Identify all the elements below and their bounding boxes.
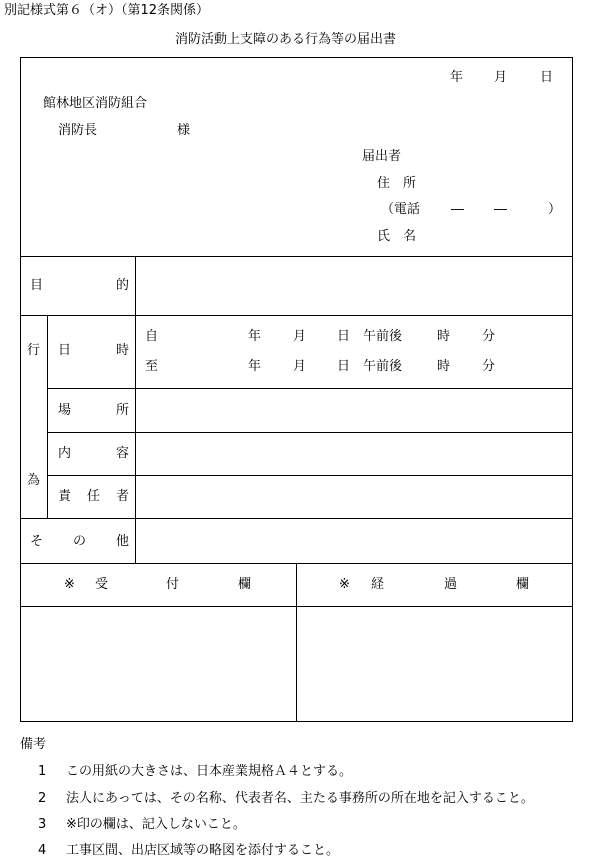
date-month-label: 月 <box>494 70 508 85</box>
act-label-bottom: 為 <box>27 473 41 488</box>
phone-close: ） <box>548 202 562 217</box>
other-label-c: 他 <box>116 534 130 549</box>
name-label: 氏 名 <box>377 229 417 244</box>
frame-right <box>572 57 573 722</box>
rule-label-column <box>135 256 136 563</box>
date-day-label: 日 <box>540 70 554 85</box>
honorific: 様 <box>177 123 191 138</box>
rule-act-bottom <box>20 518 573 519</box>
organization-name: 館林地区消防組合 <box>43 96 148 111</box>
note-number: 2 <box>38 791 47 806</box>
notes-heading: 備考 <box>20 737 47 752</box>
rule-purpose-bottom <box>20 315 573 316</box>
from-day: 日 <box>337 329 351 344</box>
date-year-label: 年 <box>450 70 464 85</box>
progress-label-a: 経 <box>371 577 385 592</box>
frame-bottom <box>20 721 573 722</box>
progress-label-b: 過 <box>444 577 458 592</box>
address-label: 住 所 <box>377 176 417 191</box>
rule-place-bottom <box>47 432 573 433</box>
responsible-label-a: 責 <box>58 489 72 504</box>
note-text: ※印の欄は、記入しないこと。 <box>66 817 246 832</box>
purpose-label-b: 的 <box>116 278 130 293</box>
from-hour: 時 <box>437 329 451 344</box>
from-month: 月 <box>293 329 307 344</box>
rule-act-column <box>47 315 48 518</box>
act-label-top: 行 <box>27 343 41 358</box>
from-label: 自 <box>145 329 159 344</box>
rule-header-bottom <box>20 256 573 257</box>
note-number: 1 <box>38 764 47 779</box>
rule-box-divider <box>296 563 297 721</box>
phone-dash-2: ― <box>494 202 507 217</box>
frame-top <box>20 57 573 58</box>
place-label-b: 所 <box>116 403 130 418</box>
note-text: 工事区間、出店区域等の略図を添付すること。 <box>66 843 340 858</box>
to-hour: 時 <box>437 359 451 374</box>
other-label-a: そ <box>30 534 44 549</box>
rule-content-bottom <box>47 475 573 476</box>
page-title: 消防活動上支障のある行為等の届出書 <box>175 32 397 47</box>
note-number: 4 <box>38 843 47 858</box>
to-label: 至 <box>145 359 159 374</box>
datetime-label-b: 時 <box>116 343 130 358</box>
to-minute: 分 <box>482 359 496 374</box>
responsible-label-b: 任 <box>87 489 101 504</box>
frame-left <box>20 57 21 722</box>
reception-mark: ※ <box>64 577 75 592</box>
content-label-b: 容 <box>116 446 130 461</box>
form-number: 別記様式第６（オ）（第12条関係） <box>4 3 210 18</box>
purpose-label-a: 目 <box>30 278 44 293</box>
chief-title: 消防長 <box>58 123 98 138</box>
reception-label-c: 欄 <box>238 577 252 592</box>
from-minute: 分 <box>482 329 496 344</box>
note-text: 法人にあっては、その名称、代表者名、主たる事務所の所在地を記入すること。 <box>66 791 534 806</box>
progress-mark: ※ <box>339 577 350 592</box>
datetime-label-a: 日 <box>58 343 72 358</box>
note-text: この用紙の大きさは、日本産業規格Ａ４とする。 <box>66 764 353 779</box>
phone-dash-1: ― <box>451 202 464 217</box>
from-ampm: 午前後 <box>363 329 403 344</box>
from-year: 年 <box>248 329 262 344</box>
content-label-a: 内 <box>58 446 72 461</box>
progress-label-c: 欄 <box>516 577 530 592</box>
applicant-label: 届出者 <box>362 149 402 164</box>
other-label-b: の <box>73 534 87 549</box>
responsible-label-c: 者 <box>116 489 130 504</box>
to-year: 年 <box>248 359 262 374</box>
to-day: 日 <box>337 359 351 374</box>
place-label-a: 場 <box>58 403 72 418</box>
reception-label-a: 受 <box>95 577 109 592</box>
phone-label: （電話 <box>381 202 421 217</box>
rule-datetime-bottom <box>47 388 573 389</box>
note-number: 3 <box>38 817 47 832</box>
to-month: 月 <box>293 359 307 374</box>
reception-label-b: 付 <box>166 577 180 592</box>
to-ampm: 午前後 <box>363 359 403 374</box>
